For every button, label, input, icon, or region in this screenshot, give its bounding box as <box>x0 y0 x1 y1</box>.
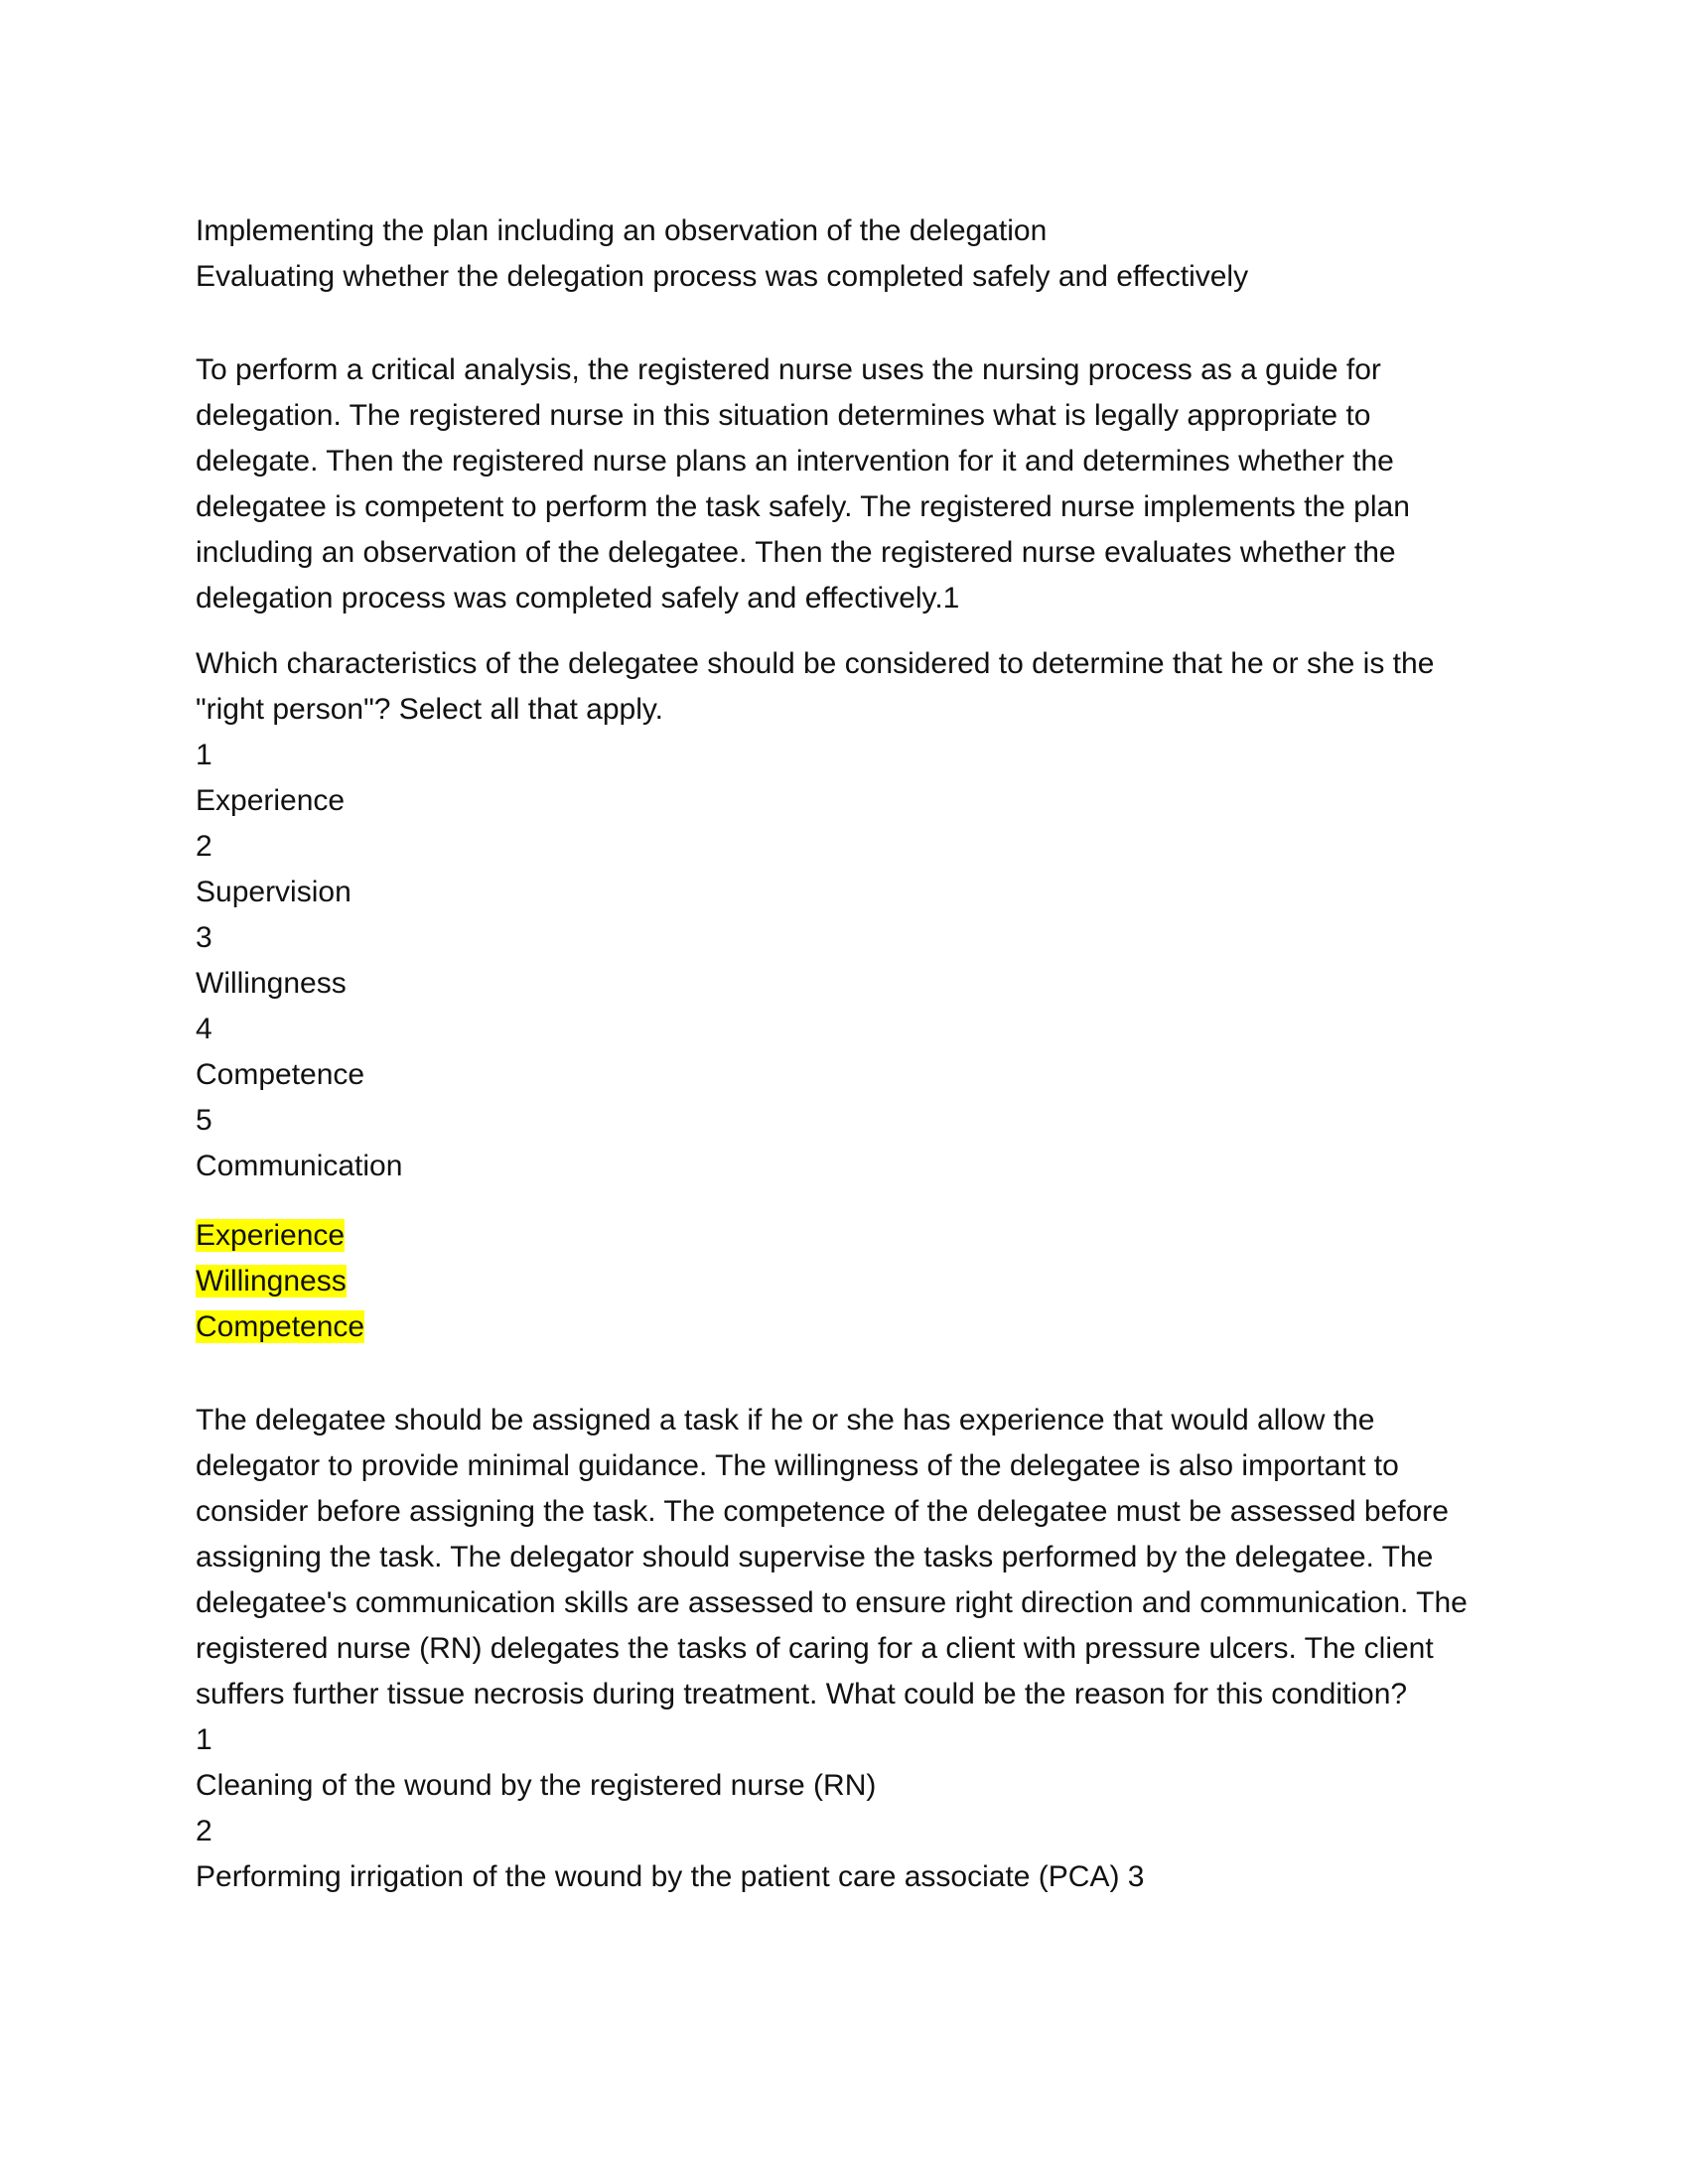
highlighted-answer: Competence <box>196 1310 365 1343</box>
rationale-paragraph: The delegatee should be assigned a task if he or she has experience that would allow the delegator to provide minimal guidance. The willingness of the delegatee is also important to consider before assigning the task. The competence of the delegatee must be assessed before assigning the task. The delegator should supervise the tasks performed by the delegatee. The delegatee's communication skills are assessed to ensure right direction and communication. The registered nurse (RN) delegates the tasks of caring for a client with pressure ulcers. The client suffers further tissue necrosis during treatment. What could be the reason for this condition? <box>196 1404 1468 1710</box>
option-label: Performing irrigation of the wound by the patient care associate (PCA) 3 <box>196 1860 1145 1893</box>
answer-options <box>196 733 1477 1189</box>
rationale-paragraph: To perform a critical analysis, the registered nurse uses the nursing process as a guide for delegation. The registered nurse in this situation determines what is legally appropriate to delegate. Then the registered nurse plans an intervention for it and determines whether the delegatee is competent to perform the task safely. The registered nurse implements the plan including an observation of the delegatee. Then the registered nurse evaluates whether the delegation process was completed safely and effectively.1 <box>196 353 1410 614</box>
option-number: 3 <box>196 921 212 954</box>
highlighted-answer: Experience <box>196 1219 346 1252</box>
option-label: Cleaning of the wound by the registered nurse (RN) <box>196 1769 877 1802</box>
answer-options <box>196 1717 1477 1900</box>
question-text: Which characteristics of the delegatee should be considered to determine that he or she is the "right person"? Select all that apply. <box>196 647 1435 726</box>
option-number: 1 <box>196 739 212 771</box>
highlighted-answers <box>196 1213 1477 1350</box>
option-number: 1 <box>196 1723 212 1756</box>
option-label: Willingness <box>196 967 347 1000</box>
option-number: 2 <box>196 1815 212 1847</box>
option-label: Supervision <box>196 876 352 908</box>
option-label: Competence <box>196 1058 365 1091</box>
option-label: Communication <box>196 1150 403 1182</box>
highlighted-answer: Willingness <box>196 1265 347 1297</box>
document-body <box>196 208 1477 1900</box>
option-number: 2 <box>196 830 212 863</box>
option-number: 4 <box>196 1013 212 1045</box>
text-line: Evaluating whether the delegation process was completed safely and effectively <box>196 260 1249 293</box>
option-label: Experience <box>196 784 346 817</box>
text-line: Implementing the plan including an observation of the delegation <box>196 214 1048 247</box>
option-number: 5 <box>196 1104 212 1137</box>
